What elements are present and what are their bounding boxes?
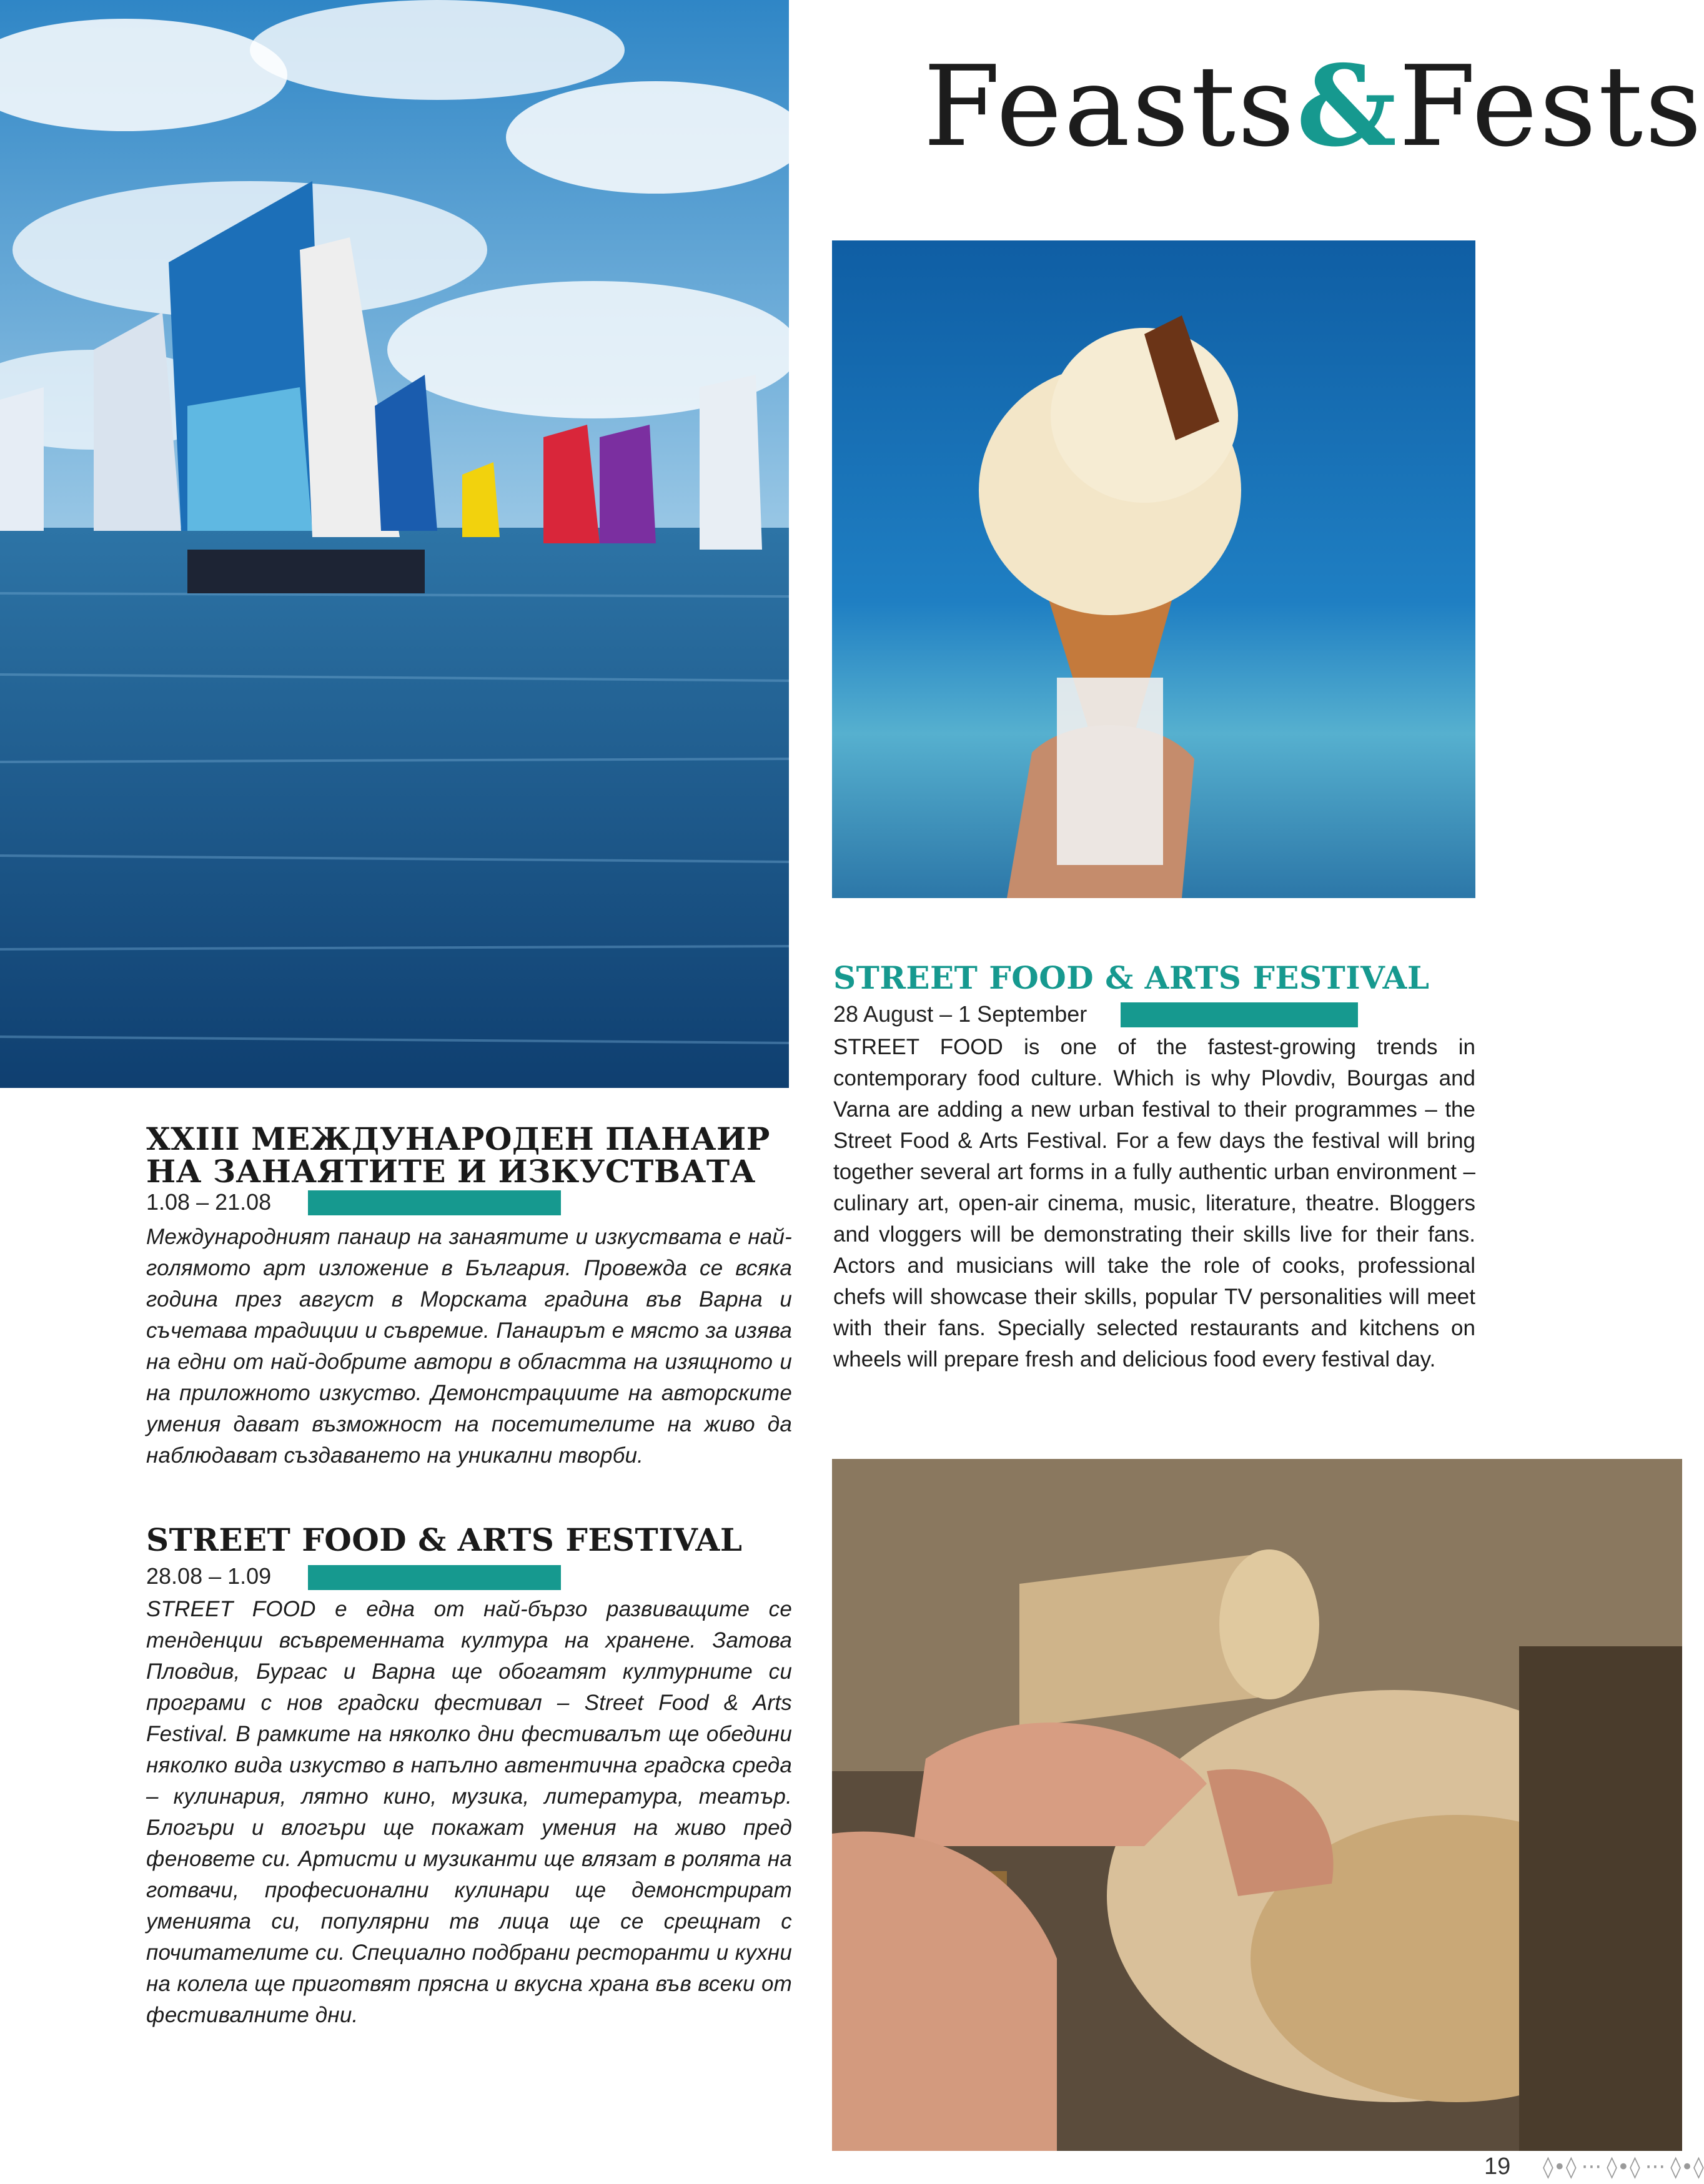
bg-fair-date: 1.08 – 21.08 <box>146 1189 272 1215</box>
ice-cream-photo <box>832 240 1475 898</box>
en-street-food-body: STREET FOOD is one of the fastest-growing trends in contemporary food culture. Which is why Plovdiv, Bourgas and Varna are adding a new urban festival to their programmes – the Street Food & Arts Festival. For a few days the festival will bring together several art forms in a fully authentic urban environment – culinary art, open-air cinema, music, literature, theatre. Bloggers and vloggers will be demonstrating their skills live for their fans. Actors and musicians will take the role of cooks, professional chefs will showcase their skills, popular TV personalities will meet with their fans. Specially selected restaurants and kitchens on wheels will prepare fresh and delicious food every festival day. <box>833 1035 1475 1371</box>
bg-street-food-heading: STREET FOOD & ARTS FESTIVAL <box>146 1521 743 1558</box>
sailboats-photo <box>0 0 789 1088</box>
bg-fair-heading-line2: НА ЗАНАЯТИТЕ И ИЗКУСТВАТА <box>146 1153 756 1190</box>
en-street-food-heading: STREET FOOD & ARTS FESTIVAL <box>833 959 1430 996</box>
page-number: 19 <box>1484 2153 1511 2180</box>
title-ampersand: & <box>1296 41 1399 171</box>
en-street-food-date-bar <box>1121 1002 1358 1027</box>
bg-fair-body: Международният панаир на занаятите и изкуствата е най-голямото арт изложение в България. Провежда се всяка година през август в Морската градина във Варна и съчетава традиции и съвремие. Панаирът е място за изява на едни от най-добрите автори в областта на изящното и на приложното изкуство. Демонстрациите на авторските умения дават възможност на посетителите на живо да наблюдават създаването на уникални творби. <box>146 1225 792 1468</box>
bg-street-food-date-bar <box>308 1565 561 1590</box>
title-part1: Feasts <box>923 42 1297 171</box>
bg-fair-heading <box>146 1120 783 1190</box>
woodcarving-photo <box>832 1459 1682 2151</box>
bg-street-food-body: STREET FOOD е една от най-бързо развиващите се тенденции всъвременната култура на хранене. Затова Пловдив, Бургас и Варна ще обогатят културните си програми с нов градски фестивал – Street Food & Arts Festival. В рамките на няколко дни фестивалът ще обедини няколко вида изкуство в напълно автентична градска среда – кулинария, лятно кино, музика, литература, театър. Блогъри и влогъри ще покажат умения на живо пред феновете си. Артисти и музиканти ще влязат в ролята на готвачи, професионални кулинари ще демонстрират уменията си, популярни тв лица ще се срещнат с почитателите си. Специално подбрани ресторанти и кухни на колела ще приготвят прясна и вкусна храна във всеки от фестивалните дни. <box>146 1597 792 2027</box>
en-street-food-date: 28 August – 1 September <box>833 1001 1087 1027</box>
bg-fair-date-bar <box>308 1190 561 1215</box>
ornament-icon: ◊•◊ ··· ◊•◊ ··· ◊•◊ <box>1543 2155 1704 2180</box>
bg-street-food-date: 28.08 – 1.09 <box>146 1563 272 1589</box>
page-title <box>923 37 1704 175</box>
title-part2: Fests <box>1399 42 1704 171</box>
bg-fair-heading-line1: XXIII МЕЖДУНАРОДЕН ПАНАИР <box>146 1120 770 1157</box>
